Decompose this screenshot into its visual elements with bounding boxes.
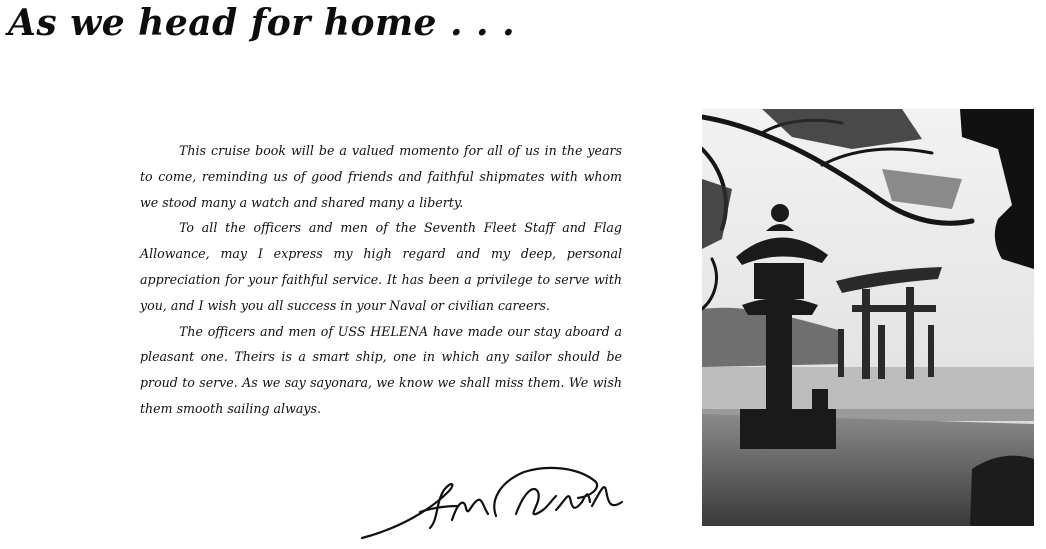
- letter-paragraph: This cruise book will be a valued momento for all of us in the years to come, reminding us of good friends and faithful shipmates with whom we stood many a watch and shared many a liberty.: [140, 143, 622, 210]
- signature-drawing: [360, 462, 630, 544]
- letter-paragraph: To all the officers and men of the Seventh Fleet Staff and Flag Allowance, may I express my high regard and my deep, personal appreciation for your faithful service. It has been a privilege to serve with you, and I wish you all success in your Naval or civilian careers.: [140, 220, 622, 313]
- photo-image: [702, 109, 1034, 526]
- lantern-torii-photo: [702, 109, 1034, 526]
- page-title: As we head for home . . .: [8, 2, 516, 44]
- letter-paragraph: The officers and men of USS HELENA have made our stay aboard a pleasant one. Theirs is a smart ship, one in which any sailor should be proud to serve. As we say sayonara, we know we shall miss them. We wish them smooth sailing always.: [140, 323, 622, 416]
- handwritten-signature: [360, 462, 630, 544]
- letter-body: [140, 138, 622, 422]
